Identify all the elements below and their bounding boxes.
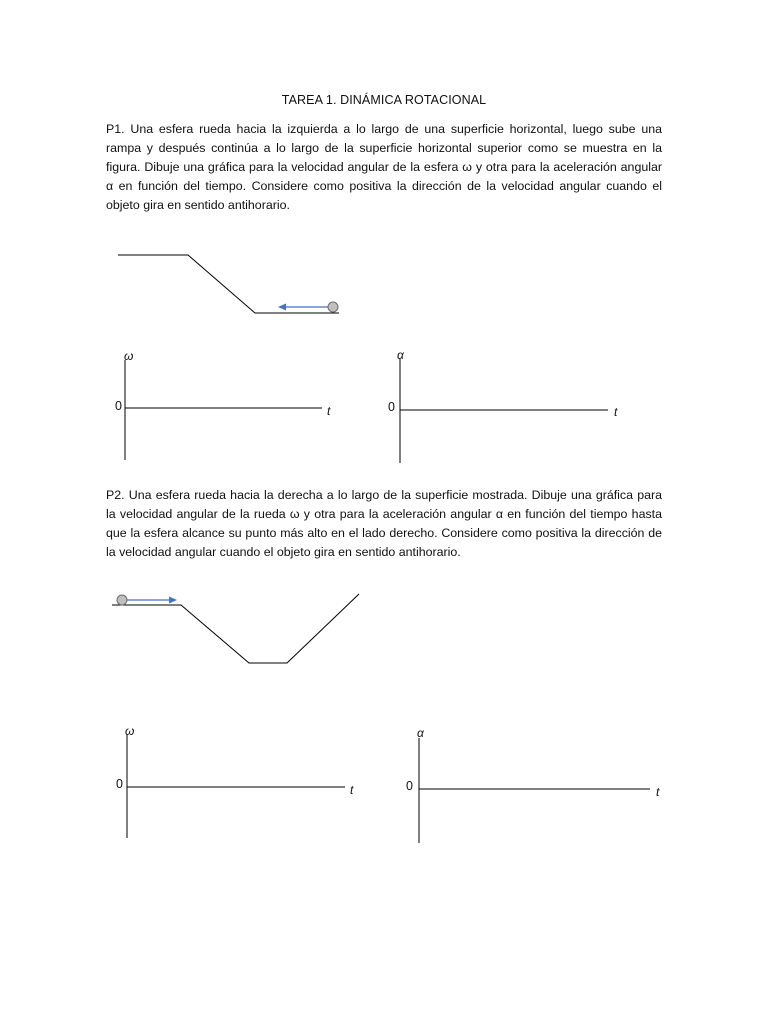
problem-1-text: P1. Una esfera rueda hacia la izquierda a lo largo de una superficie horizontal, luego sube una rampa y después continúa a lo largo de la superficie horizontal superior como se muestra en la figura. Dibuje una gráfica para la velocidad angular de la esfera ω y otra para la aceleración angular α en función del tiempo. Considere como positiva la dirección de la velocidad angular cuando el objeto gira en sentido antihorario.	[106, 122, 662, 212]
p2-omega-time-label: t	[350, 783, 354, 797]
p1-alpha-time-label: t	[614, 405, 618, 419]
page-title: TAREA 1. DINÁMICA ROTACIONAL	[281, 93, 487, 107]
p2-alpha-label: α	[417, 726, 424, 740]
p1-omega-zero-label: 0	[115, 399, 122, 413]
p2-alpha-time-label: t	[656, 785, 660, 799]
p1-omega-label: ω	[124, 349, 134, 363]
problem-2-text: P2. Una esfera rueda hacia la derecha a lo largo de la superficie mostrada. Dibuje una gráfica para la velocidad angular de la rueda ω y otra para la aceleración angular α en función del tiempo hasta que la esfera alcance su punto más alto en el lado derecho. Considere como positiva la dirección de la velocidad angular cuando el objeto gira en sentido antihorario.	[106, 488, 662, 559]
p2-omega-label: ω	[125, 724, 135, 738]
p1-omega-time-label: t	[327, 404, 331, 418]
p2-arrowhead	[169, 597, 177, 604]
p2-alpha-zero-label: 0	[406, 779, 413, 793]
p2-omega-zero-label: 0	[116, 777, 123, 791]
p1-alpha-zero-label: 0	[388, 400, 395, 414]
p2-ball	[117, 595, 127, 605]
p1-alpha-label: α	[397, 348, 404, 362]
p2-surface	[112, 594, 359, 663]
